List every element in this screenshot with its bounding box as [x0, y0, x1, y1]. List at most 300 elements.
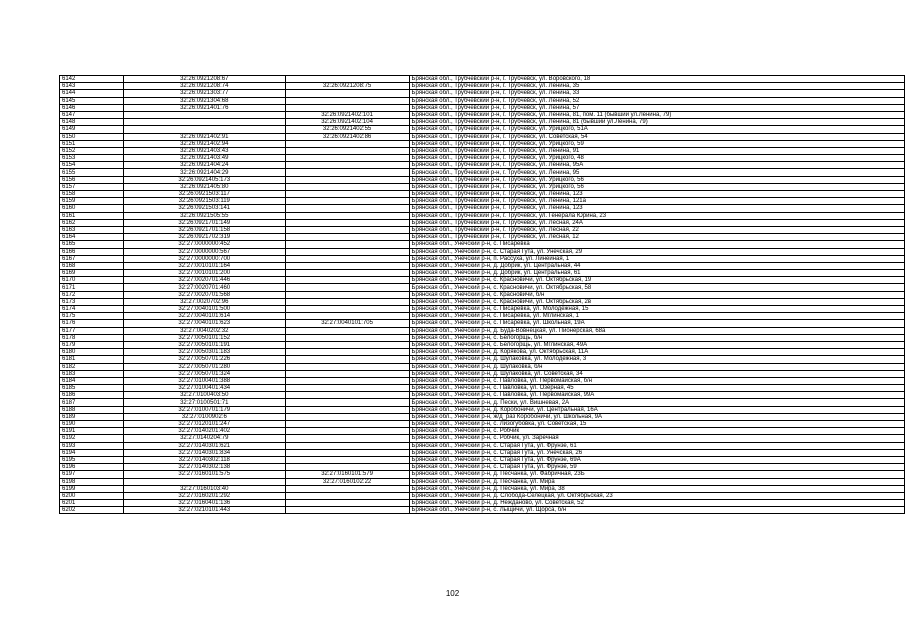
cadastral-number-cell: 32:27:0040101:623: [123, 320, 285, 327]
table-row: [60, 97, 905, 104]
row-number-cell: 6143: [60, 83, 124, 90]
cadastral-number-cell: [123, 478, 285, 485]
table-row: [60, 270, 905, 277]
table-row: [60, 392, 905, 399]
table-row: [60, 421, 905, 428]
cadastral-number-cell: 32:26:0921304:68: [123, 97, 285, 104]
address-cell: Брянская обл., Унечский р-н, д. Песчанка, ул. Фабричная, 23Б: [409, 471, 905, 478]
address-cell: Брянская обл., Трубчевский р-н, г. Трубчевск, ул. Урицкого, 59: [409, 140, 905, 147]
row-number-cell: 6152: [60, 147, 124, 154]
address-cell: Брянская обл., Унечский р-н, ж/д_раз Коробоничи, ул. Школьная, 9А: [409, 413, 905, 420]
related-cadastral-number-cell: [285, 356, 409, 363]
table-row: [60, 219, 905, 226]
address-cell: Брянская обл., Унечский р-н, д. Песчанка, ул. Мира, 38: [409, 485, 905, 492]
table-row: [60, 442, 905, 449]
table-row: [60, 140, 905, 147]
cadastral-number-cell: 32:27:0020702:96: [123, 298, 285, 305]
table-row: [60, 248, 905, 255]
address-cell: Брянская обл., Унечский р-н, с. Красновичи, ул. Октябрьская, 58: [409, 284, 905, 291]
row-number-cell: 6163: [60, 226, 124, 233]
row-number-cell: 6156: [60, 176, 124, 183]
table-row: [60, 284, 905, 291]
address-cell: Брянская обл., Унечский р-н, с. Робчик: [409, 428, 905, 435]
related-cadastral-number-cell: [285, 191, 409, 198]
address-cell: Брянская обл., Трубчевский р-н, г. Трубчевск, ул. Лесная, 12: [409, 234, 905, 241]
related-cadastral-number-cell: [285, 97, 409, 104]
row-number-cell: 6149: [60, 126, 124, 133]
address-cell: Брянская обл., Унечский р-н, с. Робчик, ул. Заречная: [409, 435, 905, 442]
page-number: 102: [445, 589, 460, 598]
cadastral-number-cell: 32:27:0040101:614: [123, 313, 285, 320]
row-number-cell: 6154: [60, 162, 124, 169]
row-number-cell: 6166: [60, 248, 124, 255]
row-number-cell: 6200: [60, 492, 124, 499]
related-cadastral-number-cell: [285, 248, 409, 255]
row-number-cell: 6187: [60, 399, 124, 406]
related-cadastral-number-cell: [285, 76, 409, 83]
address-cell: Брянская обл., Трубчевский р-н, г. Трубчевск, ул. Ленина, 123: [409, 205, 905, 212]
address-cell: Брянская обл., Унечский р-н, с. Павловка, ул. Первомайская, 99А: [409, 392, 905, 399]
table-row: [60, 162, 905, 169]
address-cell: Брянская обл., Трубчевский р-н, г. Трубчевск, ул. Ленина, 95: [409, 169, 905, 176]
table-row: [60, 485, 905, 492]
address-cell: Брянская обл., Унечский р-н, с. Писаревка: [409, 241, 905, 248]
address-cell: Брянская обл., Трубчевский р-н, г. Трубчевск, ул. Ленина, 57: [409, 104, 905, 111]
related-cadastral-number-cell: [285, 377, 409, 384]
row-number-cell: 6147: [60, 111, 124, 118]
table-row: [60, 449, 905, 456]
table-row: [60, 327, 905, 334]
row-number-cell: 6195: [60, 456, 124, 463]
row-number-cell: 6188: [60, 406, 124, 413]
table-row: [60, 492, 905, 499]
related-cadastral-number-cell: [285, 212, 409, 219]
table-row: [60, 306, 905, 313]
cadastral-number-cell: 32:27:0020701:446: [123, 277, 285, 284]
row-number-cell: 6192: [60, 435, 124, 442]
table-row: [60, 500, 905, 507]
address-cell: Брянская обл., Унечский р-н, д. Добрик, ул. Центральная, 61: [409, 270, 905, 277]
related-cadastral-number-cell: 32:26:0921402:86: [285, 133, 409, 140]
table-row: [60, 471, 905, 478]
address-cell: Брянская обл., Унечский р-н, д. Шулаковка, ул. Молодежная, 3: [409, 356, 905, 363]
address-cell: Брянская обл., Унечский р-н, с. Писаревка, ул. Мглинская, 1: [409, 313, 905, 320]
row-number-cell: 6161: [60, 212, 124, 219]
related-cadastral-number-cell: [285, 155, 409, 162]
table-row: [60, 104, 905, 111]
cadastral-number-cell: 32:27:0120101:247: [123, 421, 285, 428]
related-cadastral-number-cell: [285, 241, 409, 248]
table-row: [60, 262, 905, 269]
table-row: [60, 126, 905, 133]
row-number-cell: 6180: [60, 349, 124, 356]
address-cell: Брянская обл., Трубчевский р-н, г. Трубчевск, ул. Ленина, 123: [409, 191, 905, 198]
cadastral-number-cell: 32:27:0000000:700: [123, 255, 285, 262]
related-cadastral-number-cell: [285, 456, 409, 463]
related-cadastral-number-cell: 32:26:0921402:104: [285, 119, 409, 126]
table-row: [60, 183, 905, 190]
row-number-cell: 6190: [60, 421, 124, 428]
address-cell: Брянская обл., Трубчевский р-н, г. Трубчевск, ул. Урицкого, 56: [409, 183, 905, 190]
row-number-cell: 6177: [60, 327, 124, 334]
table-row: [60, 226, 905, 233]
cadastral-number-cell: 32:27:0140302:138: [123, 464, 285, 471]
cadastral-number-cell: [123, 111, 285, 118]
cadastral-number-cell: 32:27:0040202:32: [123, 327, 285, 334]
row-number-cell: 6145: [60, 97, 124, 104]
table-row: [60, 349, 905, 356]
address-cell: Брянская обл., Унечский р-н, д. Нежданово, ул. Советская, 52: [409, 500, 905, 507]
cadastral-number-cell: 32:26:0921404:24: [123, 162, 285, 169]
row-number-cell: 6194: [60, 449, 124, 456]
row-number-cell: 6155: [60, 169, 124, 176]
related-cadastral-number-cell: [285, 370, 409, 377]
address-cell: Брянская обл., Унечский р-н, п. Рассуха, ул. Линейная, 1: [409, 255, 905, 262]
related-cadastral-number-cell: [285, 147, 409, 154]
table-row: [60, 191, 905, 198]
cadastral-number-cell: 32:27:0100902:6: [123, 413, 285, 420]
row-number-cell: 6171: [60, 284, 124, 291]
row-number-cell: 6182: [60, 363, 124, 370]
table-row: [60, 377, 905, 384]
address-cell: Брянская обл., Унечский р-н, с. Лизогубовка, ул. Советская, 15: [409, 421, 905, 428]
address-cell: Брянская обл., Унечский р-н, с. Писаревка, ул. Молодежная, 15: [409, 306, 905, 313]
related-cadastral-number-cell: [285, 169, 409, 176]
row-number-cell: 6183: [60, 370, 124, 377]
address-cell: Брянская обл., Трубчевский р-н, г. Трубчевск, ул. Генерала Юрина, 23: [409, 212, 905, 219]
cadastral-number-cell: 32:27:0050701:226: [123, 356, 285, 363]
related-cadastral-number-cell: [285, 334, 409, 341]
address-cell: Брянская обл., Унечский р-н, д. Песчанка, ул. Мира: [409, 478, 905, 485]
row-number-cell: 6150: [60, 133, 124, 140]
related-cadastral-number-cell: [285, 435, 409, 442]
related-cadastral-number-cell: [285, 485, 409, 492]
address-cell: Брянская обл., Унечский р-н, д. Добрик, ул. Центральная, 44: [409, 262, 905, 269]
related-cadastral-number-cell: [285, 140, 409, 147]
table-row: [60, 169, 905, 176]
table-row: [60, 428, 905, 435]
table-row: [60, 176, 905, 183]
related-cadastral-number-cell: [285, 90, 409, 97]
address-cell: Брянская обл., Трубчевский р-н, г. Трубчевск, ул. Воровского, 18: [409, 76, 905, 83]
related-cadastral-number-cell: [285, 341, 409, 348]
address-cell: Брянская обл., Трубчевский р-н, г. Трубчевск, ул. Советская, 54: [409, 133, 905, 140]
related-cadastral-number-cell: 32:26:0921402:55: [285, 126, 409, 133]
address-cell: Брянская обл., Унечский р-н, д. Шулаковка, б/н: [409, 363, 905, 370]
row-number-cell: 6151: [60, 140, 124, 147]
related-cadastral-number-cell: [285, 313, 409, 320]
row-number-cell: 6175: [60, 313, 124, 320]
row-number-cell: 6189: [60, 413, 124, 420]
related-cadastral-number-cell: [285, 284, 409, 291]
related-cadastral-number-cell: [285, 277, 409, 284]
cadastral-number-cell: 32:26:0921404:29: [123, 169, 285, 176]
table-row: [60, 277, 905, 284]
cadastral-number-cell: 32:26:0921503:141: [123, 205, 285, 212]
row-number-cell: 6196: [60, 464, 124, 471]
related-cadastral-number-cell: [285, 500, 409, 507]
table-row: [60, 356, 905, 363]
related-cadastral-number-cell: [285, 413, 409, 420]
table-row: [60, 119, 905, 126]
address-cell: Брянская обл., Трубчевский р-н, г. Трубчевск, ул. Лесная, 24А: [409, 219, 905, 226]
related-cadastral-number-cell: [285, 104, 409, 111]
cadastral-number-cell: 32:26:0921503:119: [123, 198, 285, 205]
table-row: [60, 464, 905, 471]
related-cadastral-number-cell: [285, 262, 409, 269]
related-cadastral-number-cell: [285, 205, 409, 212]
address-cell: Брянская обл., Унечский р-н, д. Корякова, ул. Октябрьская, 11А: [409, 349, 905, 356]
row-number-cell: 6184: [60, 377, 124, 384]
registry-table-body: [60, 76, 905, 514]
cadastral-number-cell: 32:27:0050301:183: [123, 349, 285, 356]
cadastral-number-cell: 32:26:0921505:55: [123, 212, 285, 219]
row-number-cell: 6179: [60, 341, 124, 348]
row-number-cell: 6169: [60, 270, 124, 277]
related-cadastral-number-cell: [285, 162, 409, 169]
cadastral-number-cell: 32:27:0140204:79: [123, 435, 285, 442]
address-cell: Брянская обл., Трубчевский р-н, г. Трубчевск, ул. Ленина, 81 (бывший ул.Ленина, 79): [409, 119, 905, 126]
address-cell: Брянская обл., Унечский р-н, д. Буда-Вовнецкая, ул. Пионерская, 68а: [409, 327, 905, 334]
table-row: [60, 435, 905, 442]
related-cadastral-number-cell: [285, 183, 409, 190]
row-number-cell: 6170: [60, 277, 124, 284]
related-cadastral-number-cell: [285, 428, 409, 435]
address-cell: Брянская обл., Унечский р-н, с. Старая Гута, ул. Фрунзе, 69А: [409, 456, 905, 463]
address-cell: Брянская обл., Унечский р-н, д. Коробоничи, ул. Центральная, 16А: [409, 406, 905, 413]
table-row: [60, 76, 905, 83]
cadastral-number-cell: 32:27:0160103:40: [123, 485, 285, 492]
row-number-cell: 6176: [60, 320, 124, 327]
row-number-cell: 6162: [60, 219, 124, 226]
address-cell: Брянская обл., Унечский р-н, с. Белогорщь, б/н: [409, 334, 905, 341]
address-cell: Брянская обл., Трубчевский р-н, г. Трубчевск, ул. Ленина, 35: [409, 83, 905, 90]
row-number-cell: 6157: [60, 183, 124, 190]
related-cadastral-number-cell: [285, 327, 409, 334]
table-row: [60, 399, 905, 406]
related-cadastral-number-cell: [285, 492, 409, 499]
related-cadastral-number-cell: [285, 399, 409, 406]
cadastral-number-cell: 32:27:0010101:164: [123, 262, 285, 269]
table-row: [60, 363, 905, 370]
cadastral-number-cell: 32:26:0921403:43: [123, 147, 285, 154]
cadastral-number-cell: 32:27:0100501:71: [123, 399, 285, 406]
cadastral-number-cell: 32:27:0210101:443: [123, 507, 285, 514]
cadastral-number-cell: 32:27:0140301:834: [123, 449, 285, 456]
cadastral-number-cell: 32:27:0000000:452: [123, 241, 285, 248]
related-cadastral-number-cell: [285, 291, 409, 298]
cadastral-number-cell: 32:27:0160201:292: [123, 492, 285, 499]
row-number-cell: 6153: [60, 155, 124, 162]
cadastral-number-cell: 32:27:0140302:118: [123, 456, 285, 463]
cadastral-number-cell: 32:27:0100701:179: [123, 406, 285, 413]
row-number-cell: 6174: [60, 306, 124, 313]
row-number-cell: 6164: [60, 234, 124, 241]
table-row: [60, 334, 905, 341]
address-cell: Брянская обл., Унечский р-н, с. Старая Гута, ул. Фрунзе, 61: [409, 442, 905, 449]
cadastral-number-cell: 32:27:0040101:500: [123, 306, 285, 313]
row-number-cell: 6173: [60, 298, 124, 305]
row-number-cell: 6186: [60, 392, 124, 399]
address-cell: Брянская обл., Унечский р-н, с. Красновичи, ул. Октябрьская, 19: [409, 277, 905, 284]
related-cadastral-number-cell: [285, 385, 409, 392]
registry-table: [59, 75, 905, 514]
cadastral-number-cell: 32:27:0140301:621: [123, 442, 285, 449]
related-cadastral-number-cell: [285, 392, 409, 399]
row-number-cell: 6160: [60, 205, 124, 212]
row-number-cell: 6178: [60, 334, 124, 341]
table-row: [60, 111, 905, 118]
row-number-cell: 6144: [60, 90, 124, 97]
row-number-cell: 6142: [60, 76, 124, 83]
table-row: [60, 133, 905, 140]
cadastral-number-cell: 32:26:0921405:80: [123, 183, 285, 190]
table-row: [60, 255, 905, 262]
cadastral-number-cell: 32:26:0921402:94: [123, 140, 285, 147]
address-cell: Брянская обл., Унечский р-н, с. Павловка, ул. Озерная, 45: [409, 385, 905, 392]
address-cell: Брянская обл., Трубчевский р-н, г. Трубчевск, ул. Ленина, 33: [409, 90, 905, 97]
cadastral-number-cell: 32:27:0020701:460: [123, 284, 285, 291]
table-row: [60, 478, 905, 485]
address-cell: Брянская обл., Трубчевский р-н, г. Трубчевск, ул. Ленина, 95А: [409, 162, 905, 169]
table-row: [60, 370, 905, 377]
table-row: [60, 413, 905, 420]
related-cadastral-number-cell: 32:27:0160101:579: [285, 471, 409, 478]
related-cadastral-number-cell: 32:26:0921208:75: [285, 83, 409, 90]
cadastral-number-cell: [123, 119, 285, 126]
related-cadastral-number-cell: [285, 507, 409, 514]
row-number-cell: 6168: [60, 262, 124, 269]
cadastral-number-cell: 32:26:0921405:173: [123, 176, 285, 183]
address-cell: Брянская обл., Унечский р-н, д. Шулаковка, ул. Советская, 34: [409, 370, 905, 377]
table-row: [60, 234, 905, 241]
related-cadastral-number-cell: [285, 255, 409, 262]
row-number-cell: 6167: [60, 255, 124, 262]
table-row: [60, 155, 905, 162]
address-cell: Брянская обл., Унечский р-н, с. Белогорщь, ул. Мглинская, 49А: [409, 341, 905, 348]
table-row: [60, 456, 905, 463]
cadastral-number-cell: 32:26:0921702:319: [123, 234, 285, 241]
cadastral-number-cell: 32:26:0921701:149: [123, 219, 285, 226]
related-cadastral-number-cell: 32:27:0040101:705: [285, 320, 409, 327]
related-cadastral-number-cell: [285, 442, 409, 449]
table-row: [60, 241, 905, 248]
row-number-cell: 6158: [60, 191, 124, 198]
cadastral-number-cell: 32:27:0050101:152: [123, 334, 285, 341]
row-number-cell: 6185: [60, 385, 124, 392]
address-cell: Брянская обл., Трубчевский р-н, г. Трубчевск, ул. Лесная, 22: [409, 226, 905, 233]
cadastral-number-cell: 32:27:0010101:200: [123, 270, 285, 277]
table-row: [60, 341, 905, 348]
address-cell: Брянская обл., Унечский р-н, с. Лыщичи, ул. Щорса, б/н: [409, 507, 905, 514]
related-cadastral-number-cell: [285, 234, 409, 241]
table-row: [60, 90, 905, 97]
cadastral-number-cell: 32:26:0921403:49: [123, 155, 285, 162]
table-row: [60, 83, 905, 90]
row-number-cell: 6201: [60, 500, 124, 507]
related-cadastral-number-cell: [285, 270, 409, 277]
related-cadastral-number-cell: [285, 421, 409, 428]
related-cadastral-number-cell: [285, 306, 409, 313]
table-row: [60, 507, 905, 514]
table-row: [60, 147, 905, 154]
row-number-cell: 6197: [60, 471, 124, 478]
related-cadastral-number-cell: [285, 298, 409, 305]
row-number-cell: 6159: [60, 198, 124, 205]
table-row: [60, 198, 905, 205]
related-cadastral-number-cell: [285, 449, 409, 456]
table-row: [60, 406, 905, 413]
cadastral-number-cell: [123, 126, 285, 133]
cadastral-number-cell: 32:26:0921402:91: [123, 133, 285, 140]
cadastral-number-cell: 32:27:0050101:191: [123, 341, 285, 348]
cadastral-number-cell: 32:27:0160101:575: [123, 471, 285, 478]
related-cadastral-number-cell: [285, 406, 409, 413]
cadastral-number-cell: 32:27:0100403:50: [123, 392, 285, 399]
row-number-cell: 6193: [60, 442, 124, 449]
address-cell: Брянская обл., Унечский р-н, с. Красновичи, б/н: [409, 291, 905, 298]
cadastral-number-cell: 32:27:0050701:280: [123, 363, 285, 370]
cadastral-number-cell: 32:27:0100401:434: [123, 385, 285, 392]
row-number-cell: 6148: [60, 119, 124, 126]
table-row: [60, 212, 905, 219]
cadastral-number-cell: 32:27:0160401:136: [123, 500, 285, 507]
row-number-cell: 6202: [60, 507, 124, 514]
cadastral-number-cell: 32:26:0921208:74: [123, 83, 285, 90]
table-row: [60, 291, 905, 298]
table-row: [60, 385, 905, 392]
related-cadastral-number-cell: 32:26:0921402:101: [285, 111, 409, 118]
cadastral-number-cell: 32:27:0020701:568: [123, 291, 285, 298]
address-cell: Брянская обл., Трубчевский р-н, г. Трубчевск, ул. Ленина, 121а: [409, 198, 905, 205]
address-cell: Брянская обл., Унечский р-н, с. Писаревка, ул. Школьная, 19А: [409, 320, 905, 327]
related-cadastral-number-cell: [285, 176, 409, 183]
address-cell: Брянская обл., Унечский р-н, д. Пески, ул. Вишневая, 2А: [409, 399, 905, 406]
address-cell: Брянская обл., Трубчевский р-н, г. Трубчевск, ул. Урицкого, 48: [409, 155, 905, 162]
table-row: [60, 205, 905, 212]
address-cell: Брянская обл., Унечский р-н, с. Старая Гута, ул. Фрунзе, 59: [409, 464, 905, 471]
row-number-cell: 6172: [60, 291, 124, 298]
address-cell: Брянская обл., Унечский р-н, с. Старая Гута, ул. Унечская, 26: [409, 449, 905, 456]
related-cadastral-number-cell: [285, 363, 409, 370]
row-number-cell: 6198: [60, 478, 124, 485]
cadastral-number-cell: 32:27:0050701:324: [123, 370, 285, 377]
related-cadastral-number-cell: [285, 198, 409, 205]
row-number-cell: 6191: [60, 428, 124, 435]
cadastral-number-cell: 32:26:0921401:76: [123, 104, 285, 111]
related-cadastral-number-cell: 32:27:0160102:22: [285, 478, 409, 485]
row-number-cell: 6146: [60, 104, 124, 111]
address-cell: Брянская обл., Трубчевский р-н, г. Трубчевск, ул. Ленина, 91: [409, 147, 905, 154]
address-cell: Брянская обл., Трубчевский р-н, г. Трубчевск, ул. Ленина, 81, пом. 11 (бывший ул.Ленина, 79): [409, 111, 905, 118]
cadastral-number-cell: 32:26:0921503:117: [123, 191, 285, 198]
address-cell: Брянская обл., Унечский р-н, с. Старая Гута, ул. Унечская, 29: [409, 248, 905, 255]
row-number-cell: 6165: [60, 241, 124, 248]
row-number-cell: 6181: [60, 356, 124, 363]
address-cell: Брянская обл., Трубчевский р-н, г. Трубчевск, ул. Урицкого, 56: [409, 176, 905, 183]
table-row: [60, 320, 905, 327]
cadastral-number-cell: 32:27:0100401:388: [123, 377, 285, 384]
table-row: [60, 313, 905, 320]
table-row: [60, 298, 905, 305]
related-cadastral-number-cell: [285, 464, 409, 471]
address-cell: Брянская обл., Унечский р-н, с. Красновичи, ул. Октябрьская, 2в: [409, 298, 905, 305]
address-cell: Брянская обл., Трубчевский р-н, г. Трубчевск, ул. Урицкого, 51А: [409, 126, 905, 133]
cadastral-number-cell: 32:27:0140201:402: [123, 428, 285, 435]
cadastral-number-cell: 32:26:0921208:67: [123, 76, 285, 83]
related-cadastral-number-cell: [285, 219, 409, 226]
row-number-cell: 6199: [60, 485, 124, 492]
